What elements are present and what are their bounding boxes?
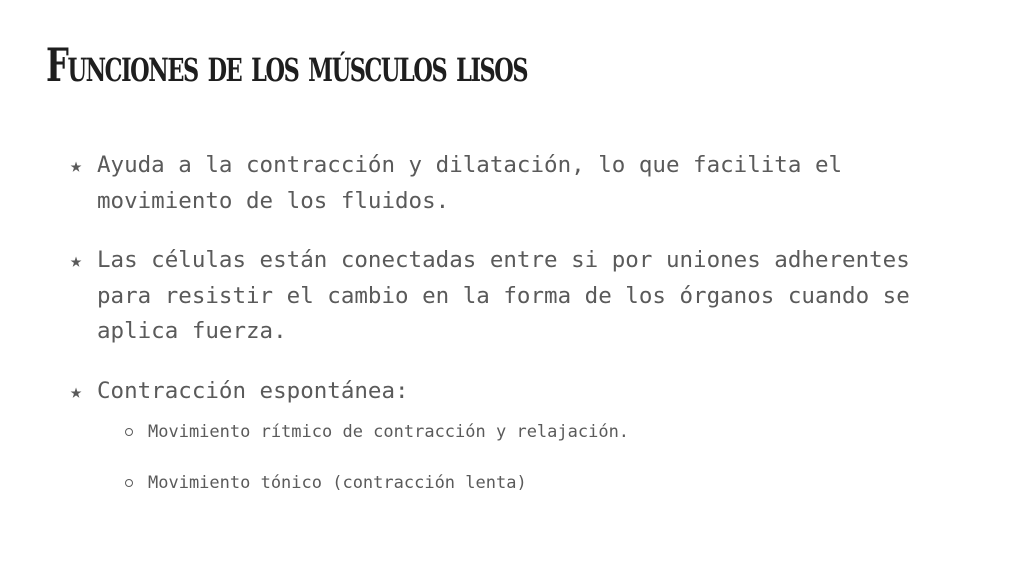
slide-title: Funciones de los músculos lisos [46, 38, 528, 92]
bullet-item [70, 148, 970, 219]
bullet-item [70, 374, 970, 495]
circle-icon [125, 428, 133, 436]
sub-bullet-item [97, 421, 970, 443]
bullet-text: Las células están conectadas entre si por uniones adherentes para resistir el cambio en la forma de los órganos cuando se aplica fuerza. [97, 247, 910, 344]
sub-bullet-list [97, 421, 970, 494]
sub-bullet-text: Movimiento rítmico de contracción y relajación. [148, 422, 630, 442]
bullet-list [70, 148, 970, 523]
bullet-item [70, 243, 970, 350]
star-icon: ★ [70, 378, 83, 403]
star-icon: ★ [70, 153, 83, 177]
sub-bullet-text: Movimiento tónico (contracción lenta) [148, 473, 527, 493]
bullet-text: Contracción espontánea: [97, 377, 409, 404]
star-icon: ★ [70, 248, 83, 272]
sub-bullet-item [97, 472, 970, 494]
bullet-text: Ayuda a la contracción y dilatación, lo que facilita el movimiento de los fluidos. [97, 152, 843, 214]
circle-icon [125, 479, 133, 487]
